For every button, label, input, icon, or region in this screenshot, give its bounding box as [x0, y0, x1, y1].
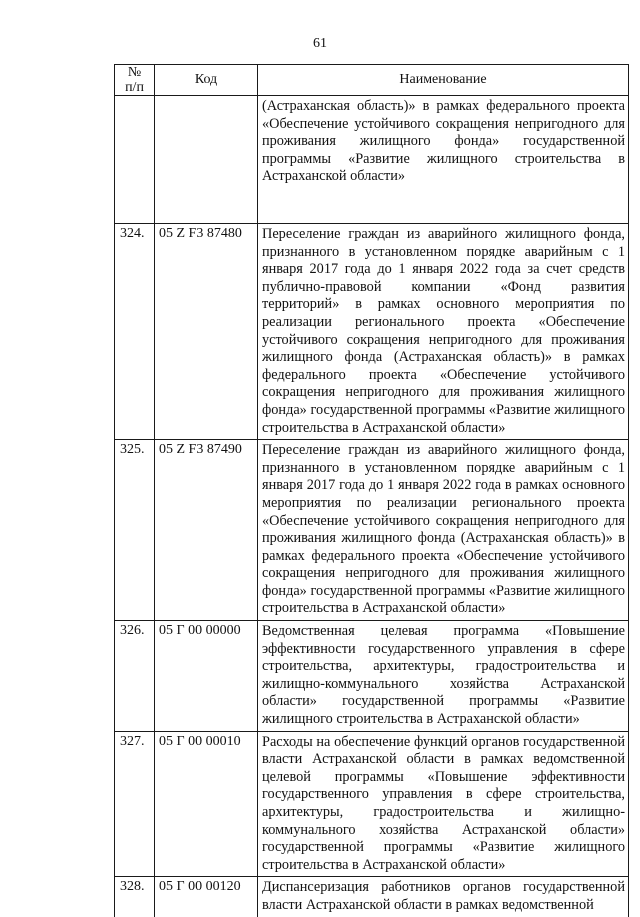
row-number: 327.	[115, 731, 155, 877]
budget-classification-table	[114, 64, 629, 917]
row-name: Переселение граждан из аварийного жилищного фонда, признанного в установленном порядке аварийным с 1 января 2017 года до 1 января 2022 года в рамках основного мероприятия по реализации регионального проекта «Обеспечение устойчивого сокращения непригодного для проживания жилищного фонда (Астраханская область)» в рамках федерального проекта «Обеспечение устойчивого сокращения непригодного для проживания жилищного фонда» государственной программы «Развитие жилищного строительства в Астраханской области»	[258, 440, 629, 621]
table-row	[115, 96, 629, 224]
row-number: 328.	[115, 877, 155, 917]
row-name: (Астраханская область)» в рамках федерального проекта «Обеспечение устойчивого сокращения непригодного для проживания жилищного фонда» государственной программы «Развитие жилищного строительства в Астраханской области»	[258, 96, 629, 224]
row-code: 05 Г 00 00010	[155, 731, 258, 877]
row-name: Ведомственная целевая программа «Повышение эффективности государственного управления в сфере строительства, архитектуры, градостроительства и жилищно-коммунального хозяйства Астраханской области» государственной программы «Развитие жилищного строительства в Астраханской области»	[258, 621, 629, 732]
table-row	[115, 877, 629, 917]
row-code	[155, 96, 258, 224]
row-name: Расходы на обеспечение функций органов государственной власти Астраханской области в рамках ведомственной целевой программы «Повышение эффективности государственного управления в сфере строительства, архитектуры, градостроительства и жилищно-коммунального хозяйства Астраханской области» государственной программы «Развитие жилищного строительства в Астраханской области»	[258, 731, 629, 877]
page-number: 61	[313, 36, 327, 51]
row-name: Переселение граждан из аварийного жилищного фонда, признанного в установленном порядке аварийным с 1 января 2017 года до 1 января 2022 года за счет средств публично-правовой компании «Фонд развития территорий» в рамках основного мероприятия по реализации регионального проекта «Обеспечение устойчивого сокращения непригодного для проживания жилищного фонда (Астраханская область)» в рамках федерального проекта «Обеспечение устойчивого сокращения непригодного для проживания жилищного фонда» государственной программы «Развитие жилищного строительства в Астраханской области»	[258, 224, 629, 440]
row-code: 05 Z F3 87480	[155, 224, 258, 440]
table-row	[115, 224, 629, 440]
row-code: 05 Z F3 87490	[155, 440, 258, 621]
table-row	[115, 621, 629, 732]
table-row	[115, 440, 629, 621]
header-number: № п/п	[115, 65, 155, 96]
row-code: 05 Г 00 00000	[155, 621, 258, 732]
row-name: Диспансеризация работников органов государственной власти Астраханской области в рамках ведомственной	[258, 877, 629, 917]
header-code: Код	[155, 65, 258, 96]
header-name: Наименование	[258, 65, 629, 96]
row-number: 324.	[115, 224, 155, 440]
row-number	[115, 96, 155, 224]
row-code: 05 Г 00 00120	[155, 877, 258, 917]
table-row	[115, 731, 629, 877]
row-number: 326.	[115, 621, 155, 732]
table-header-row	[115, 65, 629, 96]
row-number: 325.	[115, 440, 155, 621]
